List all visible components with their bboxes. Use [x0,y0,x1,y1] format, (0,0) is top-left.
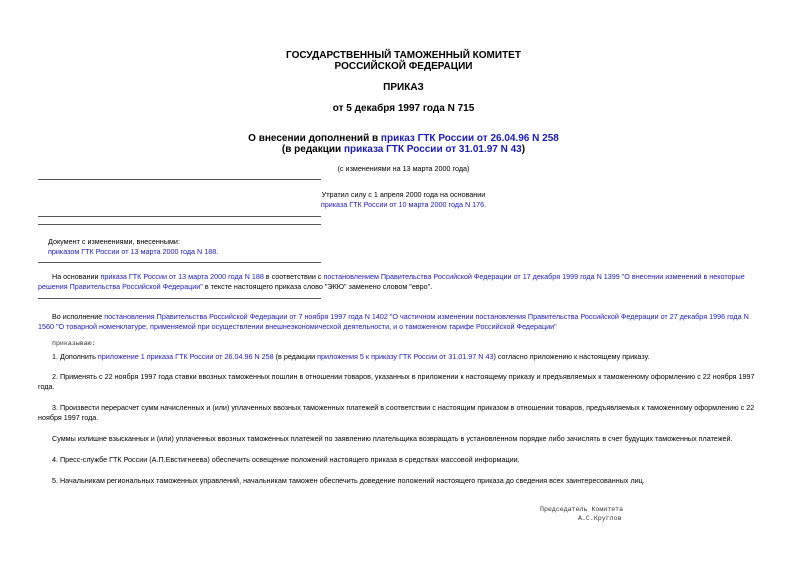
changes-note-link[interactable]: приказом ГТК России от 13 марта 2000 года N 188. [48,247,219,256]
basis-link-decree[interactable]: постановлением Правительства Российской Федерации от 17 декабря 1999 года N 1399 "О внесении изменений в некоторые [323,272,745,281]
subject-link[interactable]: приказ ГТК России от 26.04.96 N 258 [380,133,559,144]
basis-text-3: в тексте настоящего приказа слово "ЭКЮ" заменено словом "евро". [202,282,433,291]
basis-text-2: в соответствии с [263,272,324,281]
item-4: 4. Пресс-службе ГТК России (А.П.Евстигнеева) обеспечить освещение положений настоящего приказа в средствах массовой информации. [52,455,520,464]
item-2-line-2: года. [38,382,55,391]
org-line-2: РОССИЙСКОЙ ФЕДЕРАЦИИ [334,61,473,72]
invalid-note-link[interactable]: приказа ГТК России от 10 марта 2000 года N 176. [320,200,487,209]
item-3-line-2: ноября 1997 года. [38,413,99,422]
org-line-1: ГОСУДАРСТВЕННЫЙ ТАМОЖЕННЫЙ КОМИТЕТ [286,50,521,61]
order-word: приказываю: [52,340,96,347]
basis-link-decree-cont[interactable]: решения Правительства Российской Федерации" [38,282,203,291]
amend-note: (с изменениями на 13 марта 2000 года) [337,164,470,173]
item-2-line-1: 2. Применять с 22 ноября 1997 года ставки ввозных таможенных пошлин в отношении товаров, указанных в приложении к настоящему приказу и предъявляемых к таможенному оформлению с 22 ноября 1997 [52,372,755,381]
signature-title: Председатель Комитета [540,506,624,513]
divider [38,216,321,217]
item-1-text-a: 1. Дополнить [52,352,98,361]
basis-paragraph [38,272,773,292]
divider [38,179,321,180]
item-1-link-1[interactable]: приложение 1 приказа ГТК России от 26.04.96 N 258 [97,352,274,361]
divider [38,224,321,225]
execution-link[interactable]: постановления Правительства Российской Федерации от 7 ноября 1997 года N 1402 "О частичном изменении постановления Правительства Российской Федерации от 27 декабря 1996 года N [104,312,749,321]
item-1-text-b: (в редакции [273,352,318,361]
divider [38,298,321,299]
invalid-note-line: Утратил силу с 1 апреля 2000 года на основании [321,190,486,199]
subject2-prefix: (в редакции [281,144,344,155]
item-1 [52,352,772,362]
signature-name: А.С.Круглов [578,515,622,522]
execution-paragraph [38,312,773,332]
execution-text: Во исполнение [52,312,105,321]
subject-prefix: О внесении дополнений в [248,133,381,144]
basis-text-1: На основании [52,272,101,281]
item-3-extra: Суммы излишне взысканных и (или) уплаченных ввозных таможенных платежей по заявлению плательщика возвращать в установленном порядке либо зачислять в счет будущих таможенных платежей. [52,434,733,443]
doc-type: ПРИКАЗ [383,82,424,93]
item-1-link-2[interactable]: приложения 5 к приказу ГТК России от 31.01.97 N 43 [317,352,494,361]
item-1-text-c: ) согласно приложению к настоящему приказу. [493,352,650,361]
item-5: 5. Начальникам региональных таможенных управлений, начальникам таможен обеспечить доведение положений настоящего приказа до сведения всех заинтересованных лиц. [52,476,645,485]
subject2-link[interactable]: приказа ГТК России от 31.01.97 N 43 [343,144,522,155]
doc-subject-2 [0,144,807,156]
subject2-suffix: ) [521,144,526,155]
divider [38,262,321,263]
changes-note-line: Документ с изменениями, внесенными: [48,237,180,246]
execution-link-cont[interactable]: 1560 "О товарной номенклатуре, применяемой при осуществлении внешнеэкономической деятельности, и о таможенном тарифе Российской Федерации" [38,322,557,331]
item-3 [38,403,778,423]
basis-link-order[interactable]: приказа ГТК России от 13 марта 2000 года N 188 [100,272,264,281]
doc-date: от 5 декабря 1997 года N 715 [332,103,475,114]
item-3-line-1: 3. Произвести перерасчет сумм начисленных и (или) уплаченных ввозных таможенных платежей в соответствии с настоящим приказом в отношении товаров, предъявляемых к таможенному оформлению с 22 [52,403,755,412]
item-2 [38,372,778,392]
